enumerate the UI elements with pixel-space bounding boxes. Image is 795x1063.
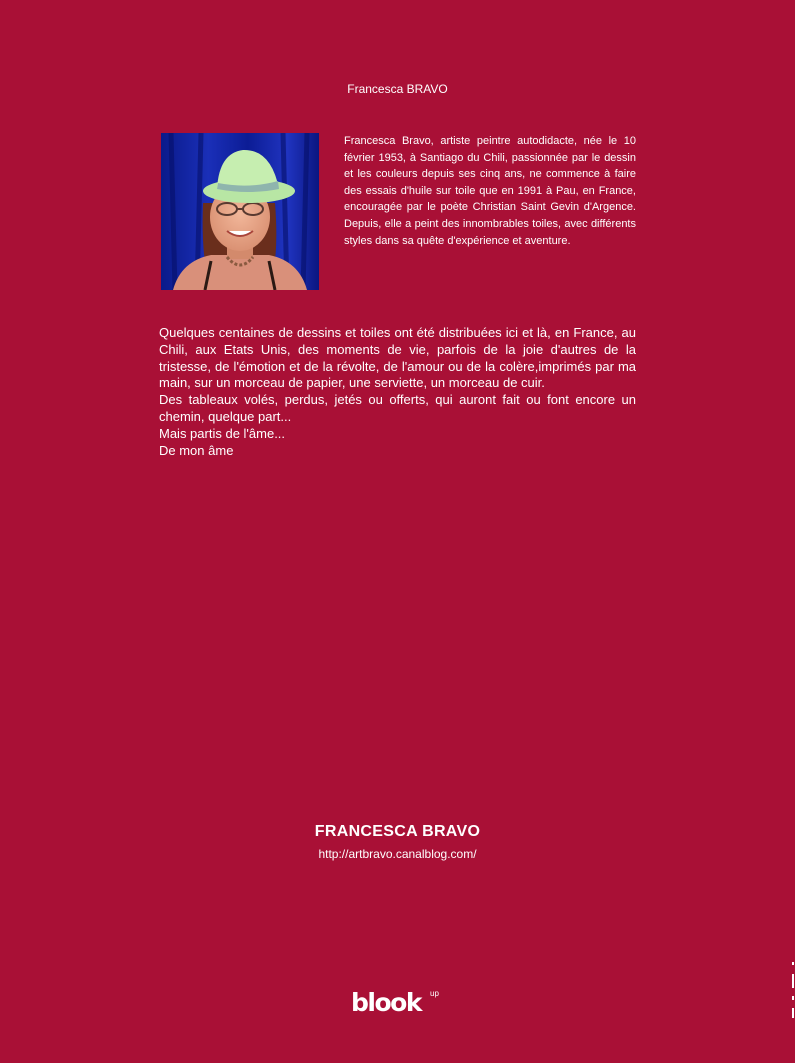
paragraph-1: Quelques centaines de dessins et toiles ont été distribuées ici et là, en France, au Chili, aux Etats Unis, des moments de vie, parfois de la joie d'autres de la tristesse, de l'émotion et de la révolte, de l'amour ou de la colère,imprimés par ma main, sur un morceau de papier, une serviette, un morceau de cuir. <box>159 325 636 391</box>
author-footer <box>0 823 795 861</box>
line-3: Mais partis de l'âme... <box>159 425 286 441</box>
blookup-logo <box>351 988 446 1020</box>
author-portrait-photo <box>161 133 319 290</box>
logo-superscript: up <box>430 989 439 998</box>
footer-author-name: FRANCESCA BRAVO <box>314 823 481 840</box>
main-text <box>159 325 636 459</box>
page-edge-marks <box>791 962 795 1022</box>
line-4: De mon âme <box>159 442 234 458</box>
header-author-name: Francesca BRAVO <box>347 82 448 96</box>
paragraph-2: Des tableaux volés, perdus, jetés ou offerts, qui auront fait ou font encore un chemin, quelque part... <box>159 392 636 424</box>
logo-wordmark: blook <box>351 988 421 1017</box>
author-website-link[interactable]: http://artbravo.canalblog.com/ <box>318 847 477 861</box>
author-biography: Francesca Bravo, artiste peintre autodidacte, née le 10 février 1953, à Santiago du Chili, passionnée par le dessin et les couleurs depuis ses cinq ans, ne commence à faire des essais d'huile sur toile que en 1991 à Pau, en France, encouragée par le poète Christian Saint Gevin d'Argence. Depuis, elle a peint des innombrables toiles, avec différents styles dans sa quête d'expérience et aventure. <box>344 135 636 247</box>
